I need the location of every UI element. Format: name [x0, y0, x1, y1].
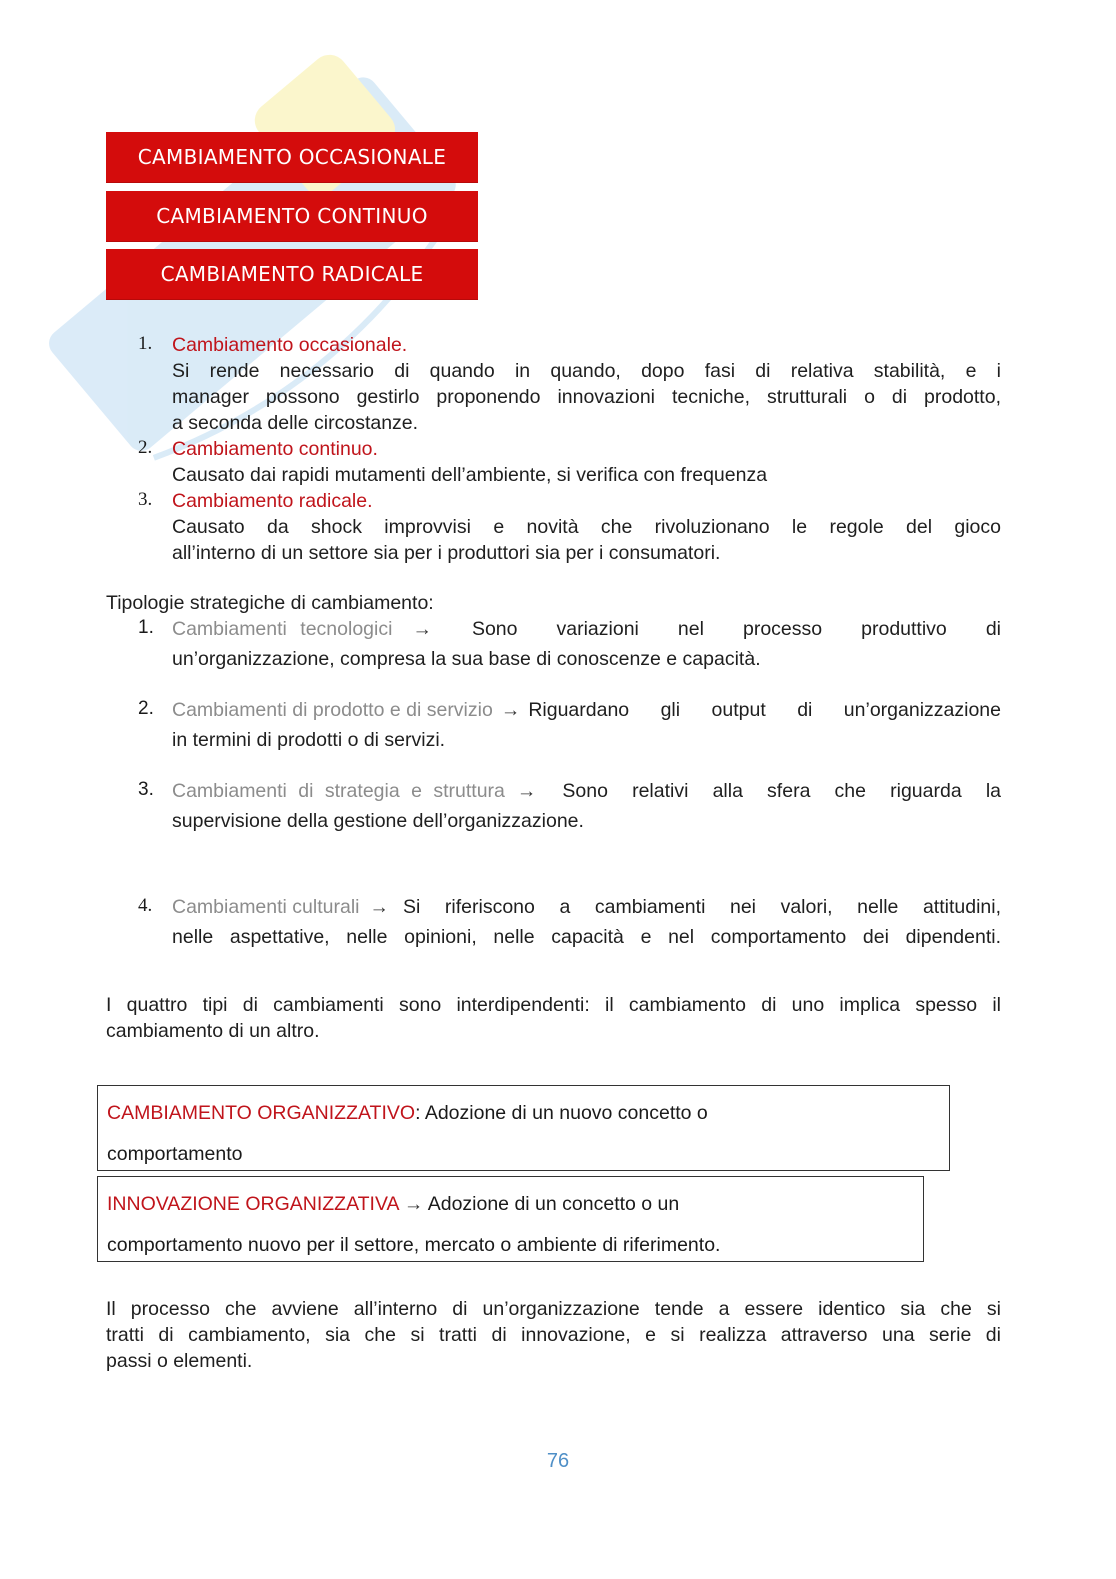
- arrow-icon: →: [412, 618, 432, 640]
- strategic-item-second-line: un’organizzazione, compresa la sua base di conoscenze e capacità.: [172, 648, 761, 670]
- list-number: 1.: [138, 617, 154, 638]
- item-title: Cambiamento radicale.: [172, 490, 373, 512]
- strategic-desc: Si riferiscono a cambiamenti nei valori, nelle attitudini,: [403, 896, 1001, 918]
- list-number: 1.: [138, 333, 153, 354]
- strategic-item-first-line: [172, 697, 1001, 723]
- strategic-item-second-line: nelle aspettative, nelle opinioni, nelle capacità e nel comportamento dei dipendenti.: [172, 926, 1001, 948]
- closing-para-line: Il processo che avviene all’interno di un’organizzazione tende a essere identico sia che si: [106, 1298, 1001, 1320]
- item-line: Causato dai rapidi mutamenti dell’ambiente, si verifica con frequenza: [172, 464, 768, 486]
- page-number: 76: [546, 1450, 570, 1472]
- arrow-icon: →: [516, 780, 537, 802]
- list-number: 2.: [138, 698, 154, 719]
- list-number: 3.: [138, 489, 153, 510]
- strategic-label: Cambiamenti tecnologici: [172, 618, 393, 640]
- strategic-desc: Riguardano gli output di un’organizzazione: [528, 699, 1001, 721]
- interdependent-para-line: I quattro tipi di cambiamenti sono interdipendenti: il cambiamento di uno implica spesso il: [106, 994, 1001, 1016]
- item-title: Cambiamento occasionale.: [172, 334, 408, 356]
- org-innovation-definition: Adozione di un concetto o un: [427, 1193, 680, 1215]
- item-line: a seconda delle circostanze.: [172, 412, 419, 434]
- org-innovation-line1: [107, 1191, 679, 1217]
- arrow-icon: →: [500, 699, 521, 721]
- header-box-radical: CAMBIAMENTO RADICALE: [106, 249, 478, 299]
- strategic-item-first-line: [172, 778, 1001, 804]
- list-number: 2.: [138, 437, 153, 458]
- item-title: Cambiamento continuo.: [172, 438, 378, 460]
- header-box-occasional: CAMBIAMENTO OCCASIONALE: [106, 132, 478, 182]
- strategic-label: Cambiamenti di prodotto e di servizio: [172, 699, 493, 721]
- arrow-icon: →: [369, 896, 389, 918]
- list-number: 4.: [138, 895, 153, 916]
- org-innovation-term: INNOVAZIONE ORGANIZZATIVA: [107, 1193, 399, 1215]
- strategic-desc: Sono relativi alla sfera che riguarda la: [562, 780, 1001, 802]
- list-number: 3.: [138, 779, 154, 800]
- org-change-line1: [107, 1100, 708, 1126]
- org-change-line2: comportamento: [107, 1143, 243, 1165]
- org-change-term: CAMBIAMENTO ORGANIZZATIVO: [107, 1102, 416, 1124]
- org-innovation-box: [97, 1176, 924, 1262]
- strategic-heading: Tipologie strategiche di cambiamento:: [106, 592, 434, 614]
- item-line: all’interno di un settore sia per i produttori sia per i consumatori.: [172, 542, 721, 564]
- item-line: manager possono gestirlo proponendo innovazioni tecniche, strutturali o di prodotto,: [172, 386, 1001, 408]
- interdependent-para-line: cambiamento di un altro.: [106, 1020, 320, 1042]
- item-line: Causato da shock improvvisi e novità che rivoluzionano le regole del gioco: [172, 516, 1001, 538]
- arrow-icon: →: [403, 1193, 424, 1215]
- strategic-label: Cambiamenti culturali: [172, 896, 360, 918]
- strategic-label: Cambiamenti di strategia e struttura: [172, 780, 505, 802]
- strategic-item-first-line: [172, 894, 1001, 920]
- org-change-box: [97, 1085, 950, 1171]
- item-line: Si rende necessario di quando in quando, dopo fasi di relativa stabilità, e i: [172, 360, 1001, 382]
- header-box-continuous: CAMBIAMENTO CONTINUO: [106, 191, 478, 241]
- strategic-desc: Sono variazioni nel processo produttivo di: [471, 618, 1001, 640]
- org-change-definition: : Adozione di un nuovo concetto o: [415, 1102, 708, 1124]
- closing-para-line: tratti di cambiamento, sia che si tratti di innovazione, e si realizza attraverso una serie di: [106, 1324, 1001, 1346]
- strategic-item-first-line: [172, 616, 1001, 642]
- closing-para-line: passi o elementi.: [106, 1350, 253, 1372]
- strategic-item-second-line: in termini di prodotti o di servizi.: [172, 729, 446, 751]
- org-innovation-line2: comportamento nuovo per il settore, mercato o ambiente di riferimento.: [107, 1234, 721, 1256]
- strategic-item-second-line: supervisione della gestione dell’organizzazione.: [172, 810, 584, 832]
